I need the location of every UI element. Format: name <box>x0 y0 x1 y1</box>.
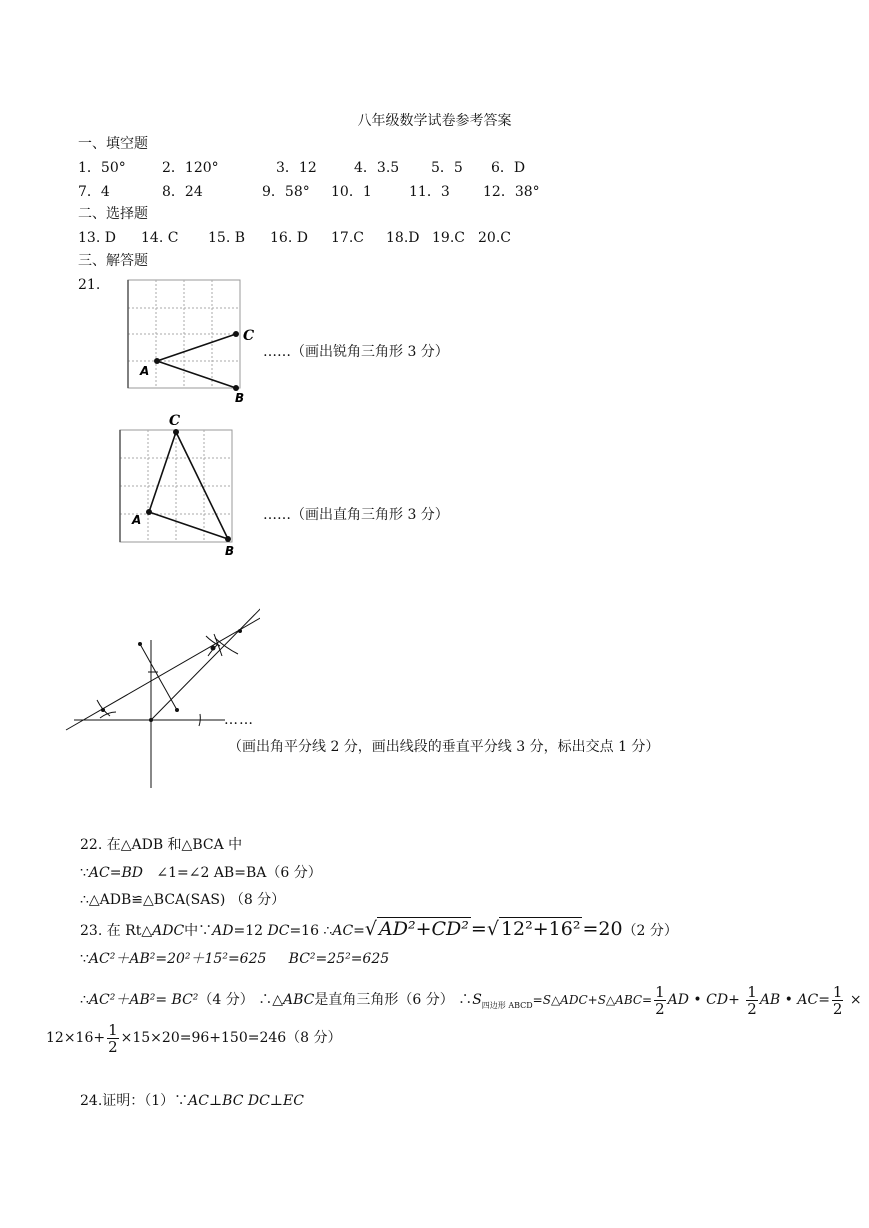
answer-7: 7．4 <box>78 184 110 200</box>
fig1-label-b: B <box>235 391 245 405</box>
answer-20: 20.C <box>478 230 511 246</box>
answer-10: 10．1 <box>331 184 372 200</box>
answer-2: 2．120° <box>162 160 219 176</box>
q23-line4: 12×16+ $\frac{1}{2}$ ×15×20=96+150=246（8 分） <box>46 1020 342 1056</box>
frac-half-4: $\frac{1}{2}$ <box>108 1020 118 1056</box>
fig2-label-a: A <box>132 513 142 527</box>
answer-16: 16. D <box>270 230 308 246</box>
answer-12: 12．38° <box>483 184 540 200</box>
answer-8: 8．24 <box>162 184 203 200</box>
sqrt-12-16: √ 12²+16² <box>486 918 581 940</box>
answer-13: 13. D <box>78 230 116 246</box>
q22-line2: ∵AC=BD ∠1=∠2 AB=BA（6 分） <box>80 865 322 881</box>
fig2-label-b: B <box>225 544 235 558</box>
section-heading-solve: 三、解答题 <box>78 253 148 269</box>
answer-17: 17.C <box>331 230 364 246</box>
fig2-label-c: C <box>169 413 181 429</box>
fig2-note: ……（画出直角三角形 3 分） <box>263 507 449 523</box>
frac-half-1: $\frac{1}{2}$ <box>655 982 665 1018</box>
q23-line2: ∵AC²＋AB²=20²＋15²=625 BC²=25²=625 <box>80 951 390 967</box>
answer-14: 14. C <box>141 230 179 246</box>
q22-line3: ∴△ADB≌△BCA(SAS) （8 分） <box>80 892 286 908</box>
answer-15: 15. B <box>208 230 246 246</box>
answer-3: 3．12 <box>276 160 317 176</box>
fig1-label-c: C <box>243 328 255 344</box>
figure-acute-triangle <box>124 276 264 406</box>
sqrt-ad-cd: √ AD²+CD² <box>364 918 469 940</box>
frac-half-2: $\frac{1}{2}$ <box>747 982 757 1018</box>
q23-line3: ∴AC²＋AB²= BC²（4 分） ∴△ABC是直角三角形（6 分） $\therefore S_{四边形 ABCD}=S\triangle ADC+S\triangle ABC=$ $\frac{1}{2}$ AD • CD+ $\frac{1}{2}$ AB • AC= $\frac{1}{2}$ × <box>80 982 862 1018</box>
answer-19: 19.C <box>432 230 465 246</box>
answer-1: 1．50° <box>78 160 126 176</box>
q22-line1: 22. 在△ADB 和△BCA 中 <box>80 837 243 853</box>
fig3-dots: …… <box>224 712 254 728</box>
section-heading-fill: 一、填空题 <box>78 136 148 152</box>
page-title: 八年级数学试卷参考答案 <box>357 113 512 129</box>
fig1-note: ……（画出锐角三角形 3 分） <box>263 344 449 360</box>
answer-5: 5．5 <box>431 160 463 176</box>
frac-half-3: $\frac{1}{2}$ <box>832 982 843 1018</box>
q24-line1: 24.证明：（1）∵AC⊥BC DC⊥EC <box>80 1093 304 1109</box>
fig3-note: （画出角平分线 2 分，画出线段的垂直平分线 3 分，标出交点 1 分） <box>228 739 660 755</box>
q23-line1: 23. 在 Rt△ADC中∵AD=12 DC=16 ∴AC=√ AD²+CD² =√ 12²+16² =20（2 分） <box>80 918 678 940</box>
section-heading-choice: 二、选择题 <box>78 206 148 222</box>
fig1-label-a: A <box>140 364 150 378</box>
answer-18: 18.D <box>386 230 420 246</box>
figure-construction <box>60 590 260 790</box>
answer-4: 4．3.5 <box>354 160 400 176</box>
q21-number: 21. <box>78 277 101 293</box>
answer-11: 11．3 <box>409 184 450 200</box>
answer-6: 6．D <box>491 160 526 176</box>
figure-right-triangle <box>116 410 246 560</box>
answer-9: 9．58° <box>262 184 310 200</box>
